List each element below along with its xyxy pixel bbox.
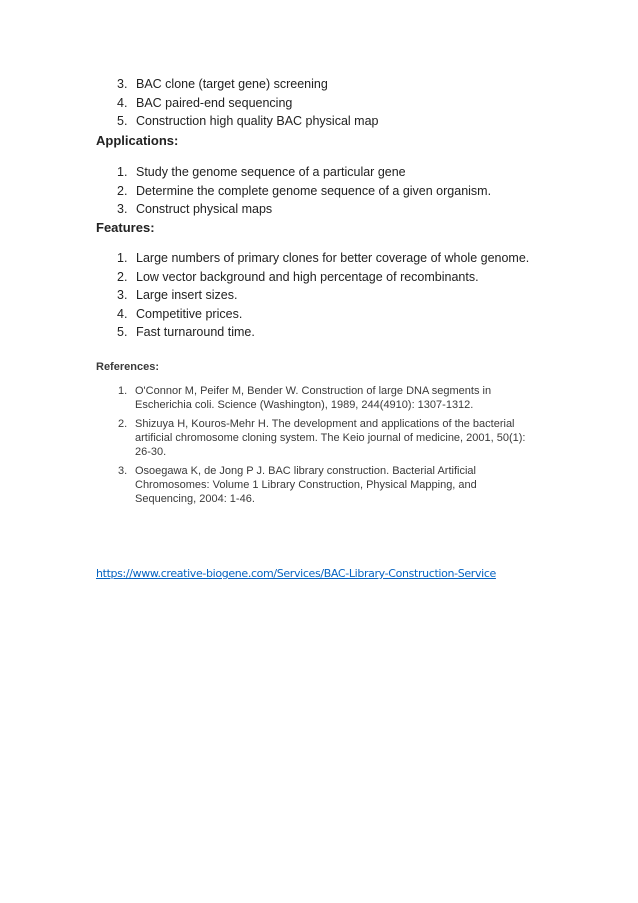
list-text: BAC paired-end sequencing (136, 95, 293, 110)
list-text: Construct physical maps (136, 202, 273, 216)
list-text: Fast turnaround time. (136, 325, 255, 339)
list-item (98, 94, 378, 113)
reference-item (98, 384, 528, 412)
reference-text: Shizuya H, Kouros-Mehr H. The development and applications of the bacterial artificial chromosome cloning system. The Keio journal of medicine, 2001, 50(1): 26-30. (135, 418, 526, 458)
list-number: 1. (117, 251, 128, 265)
reference-item (98, 417, 528, 459)
list-text: Large insert sizes. (136, 288, 238, 302)
list-item (98, 286, 529, 305)
list-number: 1. (117, 165, 128, 179)
features-heading: Features: (96, 220, 155, 235)
list-item (98, 112, 378, 131)
list-text: Competitive prices. (136, 306, 243, 321)
reference-text: Osoegawa K, de Jong P J. BAC library construction. Bacterial Artificial Chromosomes: Volume 1 Library Construction, Physical Mapping, and Sequencing, 2004: 1-46. (135, 465, 477, 505)
references-heading: References: (96, 361, 159, 373)
reference-number: 2. (118, 418, 128, 430)
references-list (98, 384, 528, 511)
list-text: Determine the complete genome sequence of a given organism. (136, 183, 492, 198)
list-text: Low vector background and high percentage of recombinants. (136, 269, 479, 284)
list-number: 3. (117, 288, 128, 302)
list-item (98, 75, 378, 94)
list-number: 3. (117, 202, 128, 216)
reference-item (98, 464, 528, 506)
applications-heading: Applications: (96, 133, 179, 148)
list-number: 5. (117, 114, 128, 128)
list-text: Large numbers of primary clones for better coverage of whole genome. (136, 251, 530, 265)
list-number: 2. (117, 183, 128, 198)
reference-number: 3. (118, 465, 128, 477)
list-number: 4. (117, 95, 128, 110)
list-item (98, 163, 491, 182)
list-number: 5. (117, 325, 128, 339)
source-url-link[interactable]: https://www.creative-biogene.com/Services/BAC-Library-Construction-Service (96, 567, 496, 580)
applications-list (98, 163, 491, 219)
list-item (98, 182, 491, 201)
list-item (98, 305, 529, 324)
list-item (98, 200, 491, 219)
list-item (98, 249, 529, 268)
list-number: 3. (117, 77, 128, 91)
list-text: BAC clone (target gene) screening (136, 77, 328, 91)
list-item (98, 323, 529, 342)
services-list (98, 75, 378, 131)
list-item (98, 268, 529, 287)
list-text: Study the genome sequence of a particular gene (136, 165, 406, 179)
features-list (98, 249, 529, 342)
list-number: 2. (117, 269, 128, 284)
list-text: Construction high quality BAC physical map (136, 114, 379, 128)
reference-text: O'Connor M, Peifer M, Bender W. Construction of large DNA segments in Escherichia coli. Science (Washington), 1989, 244(4910): 1307-1312. (135, 385, 492, 411)
list-number: 4. (117, 306, 128, 321)
reference-number: 1. (118, 385, 128, 397)
